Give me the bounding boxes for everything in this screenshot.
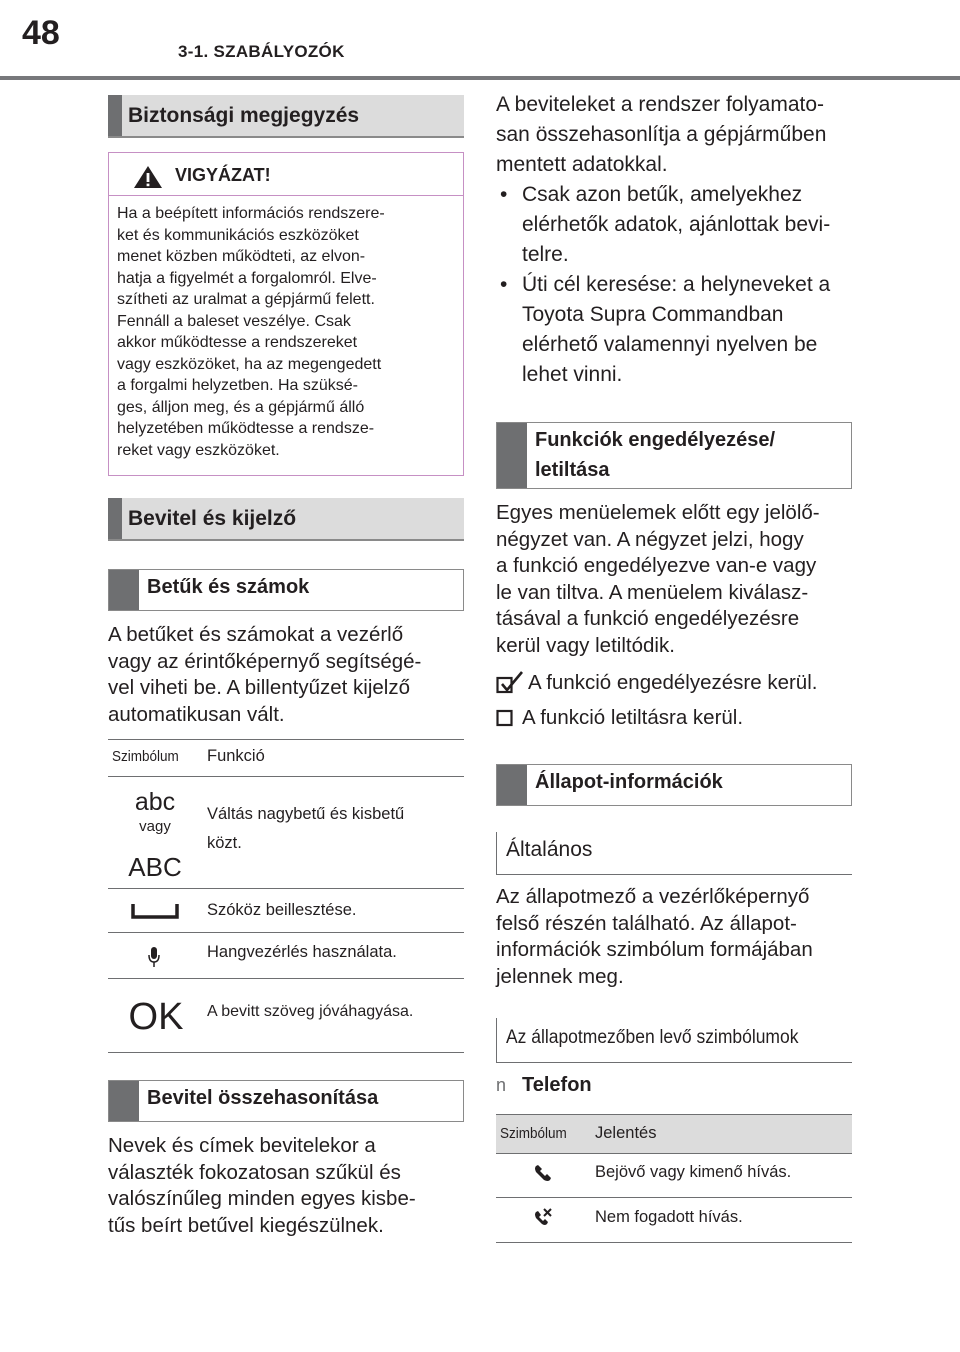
bullet-mark: • (500, 183, 508, 206)
or-label: vagy (139, 818, 171, 835)
status-paragraph (496, 884, 866, 990)
checkbox-unchecked-icon (496, 708, 516, 728)
ok-icon: OK (128, 996, 184, 1038)
table-cell: A bevitt szöveg jóváhagyása. (207, 1003, 414, 1020)
warning-triangle-icon (133, 165, 163, 189)
para-line: telre. (522, 243, 569, 266)
caution-line: akkor működtesse a rendszereket (117, 334, 358, 351)
list-marker: n (496, 1075, 507, 1095)
para-line: elérhetők adatok, ajánlottak bevi- (522, 213, 831, 236)
para-line: választék fokozatosan szűkül és (108, 1160, 401, 1184)
para-line: A betűket és számokat a vezérlő (108, 623, 404, 646)
table-header-meaning: Jelentés (595, 1124, 657, 1142)
section-title: Bevitel és kijelző (128, 507, 297, 530)
header-rule (0, 76, 960, 80)
section-safety (108, 95, 464, 138)
para-line: valószínűleg minden egyes kisbe- (108, 1187, 416, 1210)
phone-call-icon (532, 1162, 554, 1184)
section-input (108, 498, 464, 541)
table-header-function: Funkció (207, 747, 265, 765)
bullet-mark: • (500, 273, 508, 296)
caution-line: a forgalmi helyzetben. Ha szüksé- (117, 377, 358, 394)
subsection-line: Funkciók engedélyezése/ (535, 429, 776, 451)
table-rule (496, 1153, 852, 1154)
subsection-title: Bevitel összehasonítása (147, 1087, 379, 1109)
caution-text (117, 203, 457, 461)
table-cell: Szóköz beillesztése. (207, 901, 357, 919)
table-rule (108, 932, 464, 933)
subsection-line: letiltása (535, 459, 610, 481)
caution-line: Ha a beépített információs rendszere- (117, 205, 385, 222)
table-rule (496, 1242, 852, 1243)
para-line: le van tiltva. A menüelem kiválasz- (496, 580, 809, 604)
subsection-compare (108, 1080, 464, 1122)
space-bar-icon (131, 902, 179, 920)
table-cell: Nem fogadott hívás. (595, 1208, 743, 1226)
bullet-item (496, 180, 866, 270)
table-rule (108, 776, 464, 777)
table-rule (108, 888, 464, 889)
phone-label: Telefon (522, 1074, 592, 1096)
chapter-title: 3-1. SZABÁLYOZÓK (178, 42, 345, 61)
para-line: kerül vagy letiltódik. (496, 633, 675, 657)
statusbar-label: Az állapotmezőben levő szimbólumok (506, 1027, 799, 1048)
para-line: san összehasonlítja a gépjárműben (496, 123, 827, 146)
bullet-item (496, 270, 866, 390)
caution-box (108, 152, 464, 476)
table-header-symbol: Szimbólum (500, 1125, 567, 1142)
para-line: információk szimbólum formájában (496, 938, 813, 961)
general-label-underline (496, 874, 852, 875)
subsection-bar (109, 1081, 139, 1121)
functions-paragraph (496, 500, 866, 659)
para-line: felső részén található. Az állapot- (496, 911, 797, 935)
intro-paragraph (496, 90, 866, 180)
para-line: Csak azon betűk, amelyekhez (522, 183, 803, 206)
statusbar-label-rule (496, 1018, 497, 1062)
subsection-title: Állapot-információk (535, 771, 723, 793)
table-cell: Váltás nagybetű és kisbetű (207, 805, 405, 823)
compare-paragraph (108, 1133, 468, 1239)
table-cell: Hangvezérlés használata. (207, 943, 397, 961)
para-line: Toyota Supra Commandban (522, 303, 784, 326)
para-line: négyzet van. A négyzet jelzi, hogy (496, 527, 804, 551)
checkbox-checked-icon (496, 670, 524, 694)
checked-text: A funkció engedélyezésre kerül. (528, 671, 818, 694)
abc-lowercase-icon: abc (134, 788, 176, 816)
para-line: tásával a funkció engedélyezésre (496, 607, 800, 630)
para-line: vel viheti be. A billentyűzet kijelző (108, 676, 410, 699)
caution-line: ket és kommunikációs eszközöket (117, 226, 359, 244)
caution-line: ges, álljon meg, és a gépjármű álló (117, 398, 365, 416)
table-cell: közt. (207, 834, 242, 852)
para-line: elérhető valamennyi nyelven be (522, 333, 818, 356)
table-rule (108, 978, 464, 979)
para-line: Az állapotmező a vezérlőképernyő (496, 885, 810, 908)
para-line: Egyes menüelemek előtt egy jelölő- (496, 501, 820, 524)
abc-uppercase-icon: ABC (128, 852, 182, 882)
table-rule (496, 1197, 852, 1198)
caution-line: helyzetében működtesse a rendsze- (117, 420, 375, 437)
subsection-bar (497, 765, 527, 805)
para-line: a funkció engedélyezve van-e vagy (496, 554, 817, 577)
statusbar-label-underline (496, 1062, 852, 1063)
table-header-symbol: Szimbólum (112, 748, 179, 765)
section-bar (108, 95, 122, 136)
caution-title: VIGYÁZAT! (175, 165, 271, 185)
table-cell: Bejövő vagy kimenő hívás. (595, 1163, 792, 1181)
caution-line: reket vagy eszközöket. (117, 441, 280, 459)
page-number: 48 (22, 14, 60, 52)
general-label: Általános (506, 838, 593, 861)
caution-line: menet közben működteti, az elvon- (117, 248, 366, 265)
subsection-title: Betűk és számok (147, 576, 310, 598)
general-label-rule (496, 832, 497, 874)
para-line: tűs beírt betűvel kiegészülnek. (108, 1213, 384, 1237)
letters-paragraph (108, 622, 468, 728)
para-line: jelennek meg. (496, 964, 624, 988)
table-rule (108, 1052, 464, 1053)
subsection-functions (496, 422, 852, 489)
section-title: Biztonsági megjegyzés (128, 104, 360, 127)
para-line: Úti cél keresése: a helyneveket a (522, 273, 831, 296)
caution-line: Fennáll a baleset veszélye. Csak (117, 312, 351, 330)
caution-header (109, 153, 463, 196)
para-line: vagy az érintőképernyő segítségé- (108, 649, 422, 673)
para-line: lehet vinni. (522, 363, 623, 386)
section-bar (108, 498, 122, 539)
unchecked-text: A funkció letiltásra kerül. (522, 706, 744, 729)
subsection-status (496, 764, 852, 806)
para-line: automatikusan vált. (108, 702, 285, 726)
caution-line: hatja a figyelmét a forgalomról. Elve- (117, 269, 377, 287)
para-line: A beviteleket a rendszer folyamato- (496, 93, 825, 116)
para-line: Nevek és címek bevitelekor a (108, 1134, 376, 1157)
subsection-title (535, 425, 775, 485)
para-line: mentett adatokkal. (496, 153, 668, 176)
table-rule (108, 739, 464, 740)
subsection-bar (497, 423, 527, 488)
subsection-letters (108, 569, 464, 611)
caution-line: vagy eszközöket, ha az megengedett (117, 355, 382, 373)
microphone-icon (147, 946, 161, 968)
missed-call-icon (532, 1206, 554, 1228)
subsection-bar (109, 570, 139, 610)
caution-line: szítheti az uralmat a gépjármű felett. (117, 291, 375, 308)
